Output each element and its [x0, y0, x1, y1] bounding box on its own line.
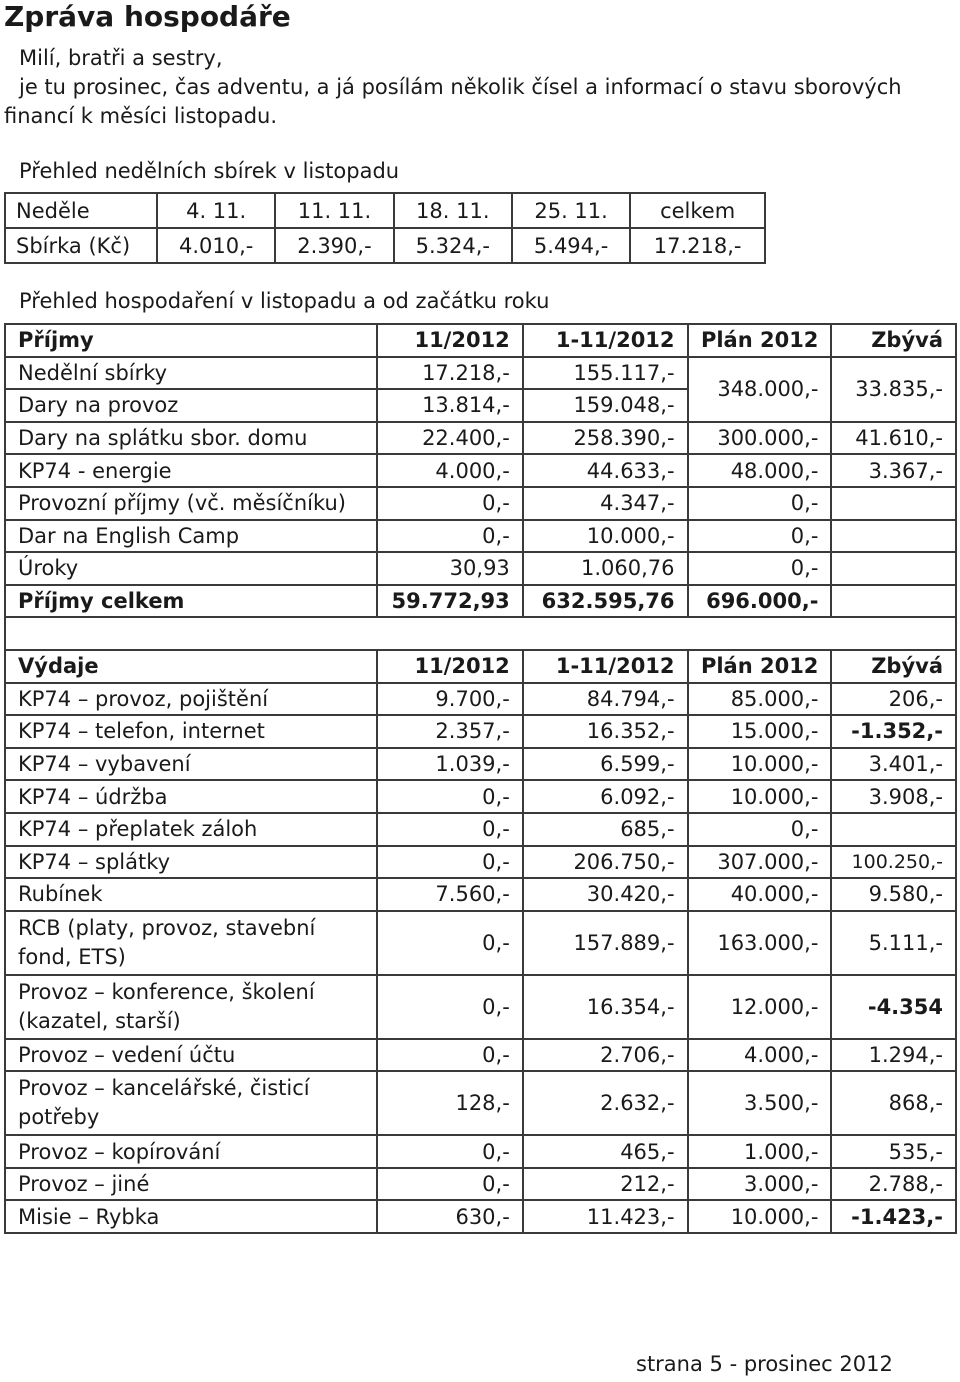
- table-row: [5, 911, 956, 975]
- table-cell: 206,-: [831, 683, 956, 716]
- intro-line: financí k měsíci listopadu.: [4, 104, 278, 128]
- table-row: [5, 1135, 956, 1168]
- table-cell: 10.000,-: [523, 520, 688, 553]
- table-header-cell: Příjmy: [5, 324, 377, 357]
- table-cell: 1.060,76: [523, 552, 688, 585]
- row-label: Provoz – vedení účtu: [5, 1039, 377, 1072]
- table-cell: 41.610,-: [831, 422, 956, 455]
- row-label: Příjmy celkem: [5, 585, 377, 618]
- table-cell: 40.000,-: [688, 878, 832, 911]
- table-cell: 685,-: [523, 813, 688, 846]
- intro-greeting: Milí, bratři a sestry,: [19, 46, 223, 70]
- table-cell: 13.814,-: [377, 389, 523, 422]
- table-row: [5, 454, 956, 487]
- table-cell: [831, 585, 956, 618]
- table-row: [5, 748, 956, 781]
- table-cell: 3.500,-: [688, 1071, 832, 1135]
- table-row: [5, 1071, 956, 1135]
- row-label: Rubínek: [5, 878, 377, 911]
- table-cell: 0,-: [688, 487, 832, 520]
- table-cell: 206.750,-: [523, 846, 688, 879]
- negative-value-cell: -4.354: [831, 975, 956, 1039]
- table-cell: 16.352,-: [523, 715, 688, 748]
- table-cell: 0,-: [377, 1039, 523, 1072]
- table-cell: 10.000,-: [688, 748, 832, 781]
- table-row: [5, 520, 956, 553]
- table-header-cell: Výdaje: [5, 650, 377, 683]
- merged-plan-cell: 348.000,-: [688, 357, 832, 422]
- table-cell: 0,-: [377, 975, 523, 1039]
- table-cell: celkem: [630, 193, 765, 228]
- table-cell: 2.357,-: [377, 715, 523, 748]
- table-header-cell: 1-11/2012: [523, 324, 688, 357]
- expense-header-row: [5, 650, 956, 683]
- table-cell: 44.633,-: [523, 454, 688, 487]
- table-cell: 16.354,-: [523, 975, 688, 1039]
- table-cell: 85.000,-: [688, 683, 832, 716]
- table-row: [5, 1200, 956, 1233]
- row-label: KP74 – telefon, internet: [5, 715, 377, 748]
- table-cell: 159.048,-: [523, 389, 688, 422]
- table-cell: 0,-: [377, 911, 523, 975]
- row-label: KP74 – údržba: [5, 780, 377, 813]
- income-header-row: [5, 324, 956, 357]
- table-row: [5, 683, 956, 716]
- table-cell: 5.111,-: [831, 911, 956, 975]
- row-label: KP74 – provoz, pojištění: [5, 683, 377, 716]
- table-cell: 100.250,-: [831, 846, 956, 879]
- table-row: [5, 1168, 956, 1201]
- table-cell: 300.000,-: [688, 422, 832, 455]
- table-cell: 4.010,-: [157, 228, 275, 263]
- table-cell: 17.218,-: [630, 228, 765, 263]
- table-row: [5, 422, 956, 455]
- table-row: [5, 715, 956, 748]
- row-label: Misie – Rybka: [5, 1200, 377, 1233]
- table-cell: 11. 11.: [275, 193, 393, 228]
- table-cell: 84.794,-: [523, 683, 688, 716]
- table-cell: [831, 552, 956, 585]
- table-row: [5, 487, 956, 520]
- table-cell: Sbírka (Kč): [5, 228, 157, 263]
- table-cell: 11.423,-: [523, 1200, 688, 1233]
- table-cell: 59.772,93: [377, 585, 523, 618]
- table-cell: 15.000,-: [688, 715, 832, 748]
- table-cell: 3.367,-: [831, 454, 956, 487]
- table-cell: 18. 11.: [394, 193, 512, 228]
- row-label: Úroky: [5, 552, 377, 585]
- table-cell: 0,-: [377, 780, 523, 813]
- row-label: Provoz – kancelářské, čisticí potřeby: [5, 1071, 377, 1135]
- table-cell: 5.494,-: [512, 228, 630, 263]
- table-cell: 4.000,-: [377, 454, 523, 487]
- table-row: [5, 878, 956, 911]
- table-cell: 2.390,-: [275, 228, 393, 263]
- table-cell: 7.560,-: [377, 878, 523, 911]
- table-cell: 0,-: [688, 813, 832, 846]
- income-total-row: [5, 585, 956, 618]
- row-label: RCB (platy, provoz, stavební fond, ETS): [5, 911, 377, 975]
- table-cell: 10.000,-: [688, 780, 832, 813]
- negative-value-cell: -1.352,-: [831, 715, 956, 748]
- table-cell: 868,-: [831, 1071, 956, 1135]
- table-cell: 535,-: [831, 1135, 956, 1168]
- table-cell: 2.788,-: [831, 1168, 956, 1201]
- merged-remaining-cell: 33.835,-: [831, 357, 956, 422]
- row-label: Dary na splátku sbor. domu: [5, 422, 377, 455]
- table-cell: 3.401,-: [831, 748, 956, 781]
- table-cell: 30,93: [377, 552, 523, 585]
- table-cell: 212,-: [523, 1168, 688, 1201]
- row-label: Nedělní sbírky: [5, 357, 377, 390]
- table-cell: 6.092,-: [523, 780, 688, 813]
- table-cell: 465,-: [523, 1135, 688, 1168]
- table-row: [5, 813, 956, 846]
- row-label: KP74 – vybavení: [5, 748, 377, 781]
- table-row: [5, 228, 765, 263]
- table-cell: 9.580,-: [831, 878, 956, 911]
- table-cell: 157.889,-: [523, 911, 688, 975]
- table-cell: [831, 487, 956, 520]
- table-cell: 0,-: [377, 1135, 523, 1168]
- table-cell: 6.599,-: [523, 748, 688, 781]
- row-label: Dar na English Camp: [5, 520, 377, 553]
- row-label: Provozní příjmy (vč. měsíčníku): [5, 487, 377, 520]
- table-cell: 12.000,-: [688, 975, 832, 1039]
- table-cell: 632.595,76: [523, 585, 688, 618]
- table-cell: 25. 11.: [512, 193, 630, 228]
- table-header-cell: Plán 2012: [688, 650, 832, 683]
- row-label: Dary na provoz: [5, 389, 377, 422]
- table-cell: 0,-: [377, 487, 523, 520]
- table-row: [5, 193, 765, 228]
- table-cell: 1.294,-: [831, 1039, 956, 1072]
- row-label: Provoz – jiné: [5, 1168, 377, 1201]
- intro-text: [4, 44, 954, 131]
- table-cell: 30.420,-: [523, 878, 688, 911]
- table-cell: 0,-: [688, 552, 832, 585]
- table-row: [5, 1039, 956, 1072]
- table-cell: 1.000,-: [688, 1135, 832, 1168]
- negative-value-cell: -1.423,-: [831, 1200, 956, 1233]
- table-cell: 17.218,-: [377, 357, 523, 390]
- table-cell: 2.632,-: [523, 1071, 688, 1135]
- row-label: Provoz – kopírování: [5, 1135, 377, 1168]
- table-cell: 4.347,-: [523, 487, 688, 520]
- table-cell: 22.400,-: [377, 422, 523, 455]
- table-cell: 2.706,-: [523, 1039, 688, 1072]
- table-cell: 4. 11.: [157, 193, 275, 228]
- row-label: KP74 – přeplatek záloh: [5, 813, 377, 846]
- table-cell: [831, 813, 956, 846]
- spacer-cell: [5, 617, 956, 650]
- table-cell: [831, 520, 956, 553]
- page-title: Zpráva hospodáře: [4, 0, 291, 33]
- table-header-cell: 11/2012: [377, 650, 523, 683]
- table-row: [5, 552, 956, 585]
- table-header-cell: 11/2012: [377, 324, 523, 357]
- page-footer: strana 5 - prosinec 2012: [636, 1352, 893, 1376]
- table-cell: 0,-: [688, 520, 832, 553]
- table-cell: 630,-: [377, 1200, 523, 1233]
- financial-overview-table: [4, 323, 957, 1234]
- table-cell: 0,-: [377, 813, 523, 846]
- table-row: [5, 846, 956, 879]
- row-label: Provoz – konference, školení (kazatel, starší): [5, 975, 377, 1039]
- table-header-cell: Plán 2012: [688, 324, 832, 357]
- sunday-collections-table: [4, 192, 766, 264]
- table-cell: 0,-: [377, 1168, 523, 1201]
- intro-line: je tu prosinec, čas adventu, a já posílám několik čísel a informací o stavu sborových: [19, 75, 902, 99]
- table-cell: 128,-: [377, 1071, 523, 1135]
- table-cell: 696.000,-: [688, 585, 832, 618]
- table-cell: 0,-: [377, 520, 523, 553]
- row-label: KP74 - energie: [5, 454, 377, 487]
- table-row: [5, 975, 956, 1039]
- table-row: [5, 780, 956, 813]
- table-header-cell: Zbývá: [831, 650, 956, 683]
- table-cell: 0,-: [377, 846, 523, 879]
- table-cell: 155.117,-: [523, 357, 688, 390]
- overview-heading: Přehled hospodaření v listopadu a od začátku roku: [19, 289, 550, 313]
- table-cell: 1.039,-: [377, 748, 523, 781]
- table-cell: 5.324,-: [394, 228, 512, 263]
- sunday-collections-heading: Přehled nedělních sbírek v listopadu: [19, 159, 400, 183]
- table-cell: 3.000,-: [688, 1168, 832, 1201]
- table-row: [5, 357, 956, 390]
- table-cell: 258.390,-: [523, 422, 688, 455]
- table-cell: 10.000,-: [688, 1200, 832, 1233]
- spacer-row: [5, 617, 956, 650]
- table-cell: 307.000,-: [688, 846, 832, 879]
- table-cell: 4.000,-: [688, 1039, 832, 1072]
- table-header-cell: 1-11/2012: [523, 650, 688, 683]
- table-cell: Neděle: [5, 193, 157, 228]
- table-cell: 9.700,-: [377, 683, 523, 716]
- table-cell: 163.000,-: [688, 911, 832, 975]
- table-cell: 48.000,-: [688, 454, 832, 487]
- table-header-cell: Zbývá: [831, 324, 956, 357]
- row-label: KP74 – splátky: [5, 846, 377, 879]
- table-cell: 3.908,-: [831, 780, 956, 813]
